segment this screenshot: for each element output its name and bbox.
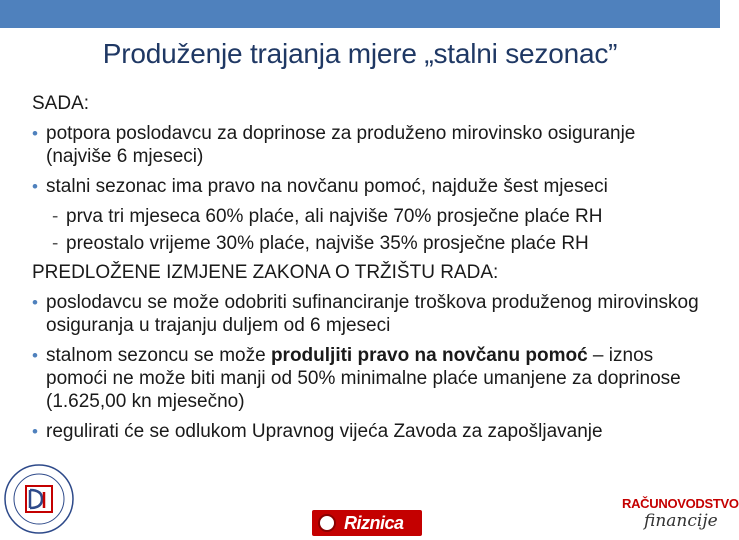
- bullet-text: poslodavcu se može odobriti sufinanciranje troškova produženog mirovinskog osiguranja u trajanju duljem od 6 mjeseci: [46, 292, 699, 336]
- riznica-seal-icon: [318, 514, 336, 532]
- bullet-text-pre: stalnom sezoncu se može: [46, 345, 271, 366]
- bullet-text: stalni sezonac ima pravo na novčanu pomoć, najduže šest mjeseci: [46, 176, 608, 197]
- bullet-item: [32, 420, 702, 443]
- bullet-item: [32, 291, 702, 337]
- bullet-item: [32, 122, 702, 168]
- sub-item-text: prva tri mjeseca 60% plaće, ali najviše 70% prosječne plaće RH: [66, 206, 603, 227]
- bullet-text: regulirati će se odlukom Upravnog vijeća Zavoda za zapošljavanje: [46, 421, 603, 442]
- slide-title: Produženje trajanja mjere „stalni sezonac”: [102, 38, 618, 69]
- bullet-marker: •: [32, 177, 38, 196]
- financije-logo-text: financije: [644, 511, 718, 531]
- dash-marker: -: [52, 206, 59, 227]
- bullet-marker: •: [32, 422, 38, 441]
- bullet-item: [32, 344, 702, 413]
- bullet-item: [32, 175, 702, 198]
- dash-marker: -: [52, 233, 59, 254]
- bullet-text-bold: produljiti pravo na novčanu pomoć: [270, 345, 588, 366]
- sub-item-text: preostalo vrijeme 30% plaće, najviše 35% prosječne plaće RH: [66, 233, 589, 254]
- racunovodstvo-logo-text: RAČUNOVODSTVO: [622, 496, 739, 511]
- sub-item: [32, 232, 702, 255]
- bullet-marker: •: [32, 346, 38, 365]
- section-now-heading: SADA:: [32, 93, 90, 114]
- bullet-text: [46, 344, 702, 413]
- racunovodstvo-logo: [622, 494, 739, 538]
- sub-item: [32, 205, 702, 228]
- bullet-marker: •: [32, 124, 38, 143]
- top-accent-bar: [0, 0, 720, 28]
- bullet-text: potpora poslodavcu za doprinose za produženo mirovinsko osiguranje (najviše 6 mjeseci): [46, 123, 636, 167]
- slide-content: [32, 92, 702, 443]
- bullet-text-post: – iznos pomoći ne može biti manji od 50% minimalne plaće umanjene za doprinose (1.625,00 kn mjesečno): [46, 345, 681, 412]
- section-proposed-heading: PREDLOŽENE IZMJENE ZAKONA O TRŽIŠTU RADA:: [32, 262, 499, 283]
- institution-logo: [2, 462, 76, 536]
- bullet-marker: •: [32, 293, 38, 312]
- riznica-logo: [312, 510, 422, 536]
- riznica-logo-text: Riznica: [344, 512, 404, 533]
